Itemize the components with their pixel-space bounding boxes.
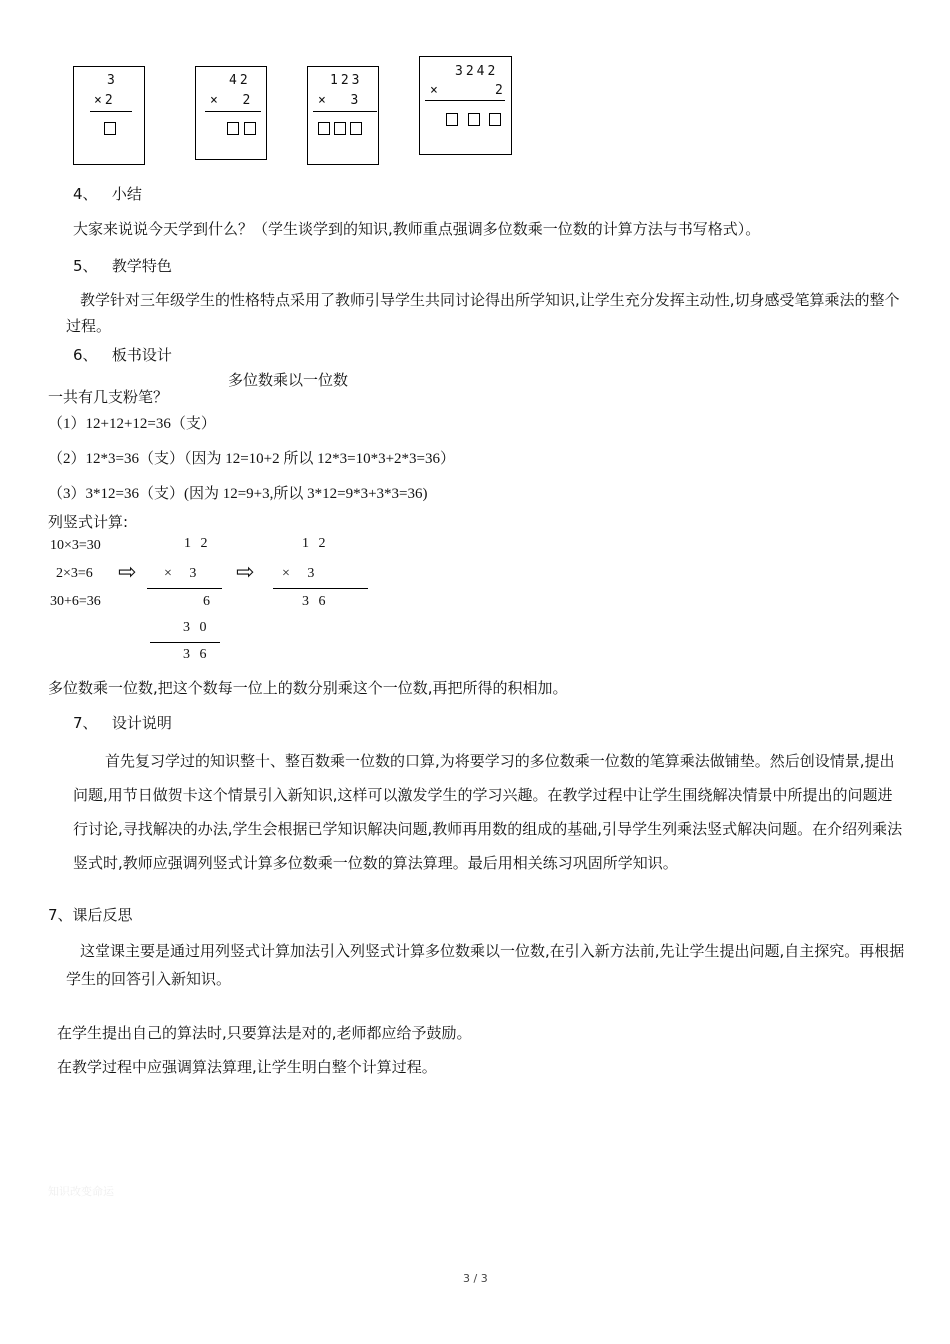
calc-a-rule-2 [150, 642, 220, 643]
box-4-multiplicand: 3242 [455, 64, 499, 79]
calc-b-multiplicand: 1 2 [302, 536, 326, 551]
box-4-rule [425, 100, 505, 101]
section-4-heading: 4、 小结 [73, 185, 142, 203]
answer-square [318, 122, 330, 135]
box-4-multiplier: × 2 [430, 83, 506, 98]
section-7-body: 首先复习学过的知识整十、整百数乘一位数的口算,为将要学习的多位数乘一位数的笔算乘法做铺垫。然后创设情景,提出问题,用节日做贺卡这个情景引入新知识,这样可以激发学生的学习兴趣。在教学过程中让学生围绕解决情景中所提出的问题进行讨论,寻找解决的办法,学生会根据已学知识解决问题,教师再用数的组成的基础,引导学生列乘法竖式解决问题。在介绍列乘法竖式时,教师应强调列竖式计算多位数乘一位数的算法算理。最后用相关练习巩固所学知识。 [73, 752, 903, 872]
section-7-heading: 7、 设计说明 [73, 714, 172, 732]
box-3-rule [313, 111, 377, 112]
reflection-body-1: 这堂课主要是通过用列竖式计算加法引入列竖式计算多位数乘以一位数,在引入新方法前,先让学生提出问题,自主探究。再根据学生的回答引入新知识。 [66, 942, 905, 988]
box-1-multiplier: ×2 [94, 93, 116, 108]
calc-a-partial-2: 3 0 [183, 620, 207, 635]
answer-square [350, 122, 362, 135]
vertical-calc-label: 列竖式计算: [48, 513, 129, 531]
box-1-rule [90, 111, 132, 112]
box-2-rule [205, 111, 261, 112]
calc-a-rule [147, 588, 222, 589]
section-4-body: 大家来说说今天学到什么？（学生谈学到的知识,教师重点强调多位数乘一位数的计算方法与书写格式）。 [73, 220, 761, 238]
reflection-heading: 7、课后反思 [48, 906, 133, 924]
answer-square [468, 113, 480, 126]
answer-square [446, 113, 458, 126]
answer-square [104, 122, 116, 135]
arrow-right-icon: ⇨ [236, 560, 255, 585]
oral-step-3: 30+6=36 [50, 594, 101, 609]
calc-a-multiplier: × 3 [164, 566, 197, 581]
calc-a-multiplicand: 1 2 [184, 536, 208, 551]
calc-b-rule [273, 588, 368, 589]
board-conclusion: 多位数乘一位数,把这个数每一位上的数分别乘这个一位数,再把所得的积相加。 [48, 679, 568, 697]
method-1: （1）12+12+12=36（支） [48, 416, 216, 432]
box-1-multiplicand: 3 [107, 73, 118, 88]
reflection-body-2: 在学生提出自己的算法时,只要算法是对的,老师都应给予鼓励。 [57, 1024, 472, 1042]
box-3-multiplier: × 3 [318, 93, 362, 108]
answer-square [244, 122, 256, 135]
board-title: 多位数乘以一位数 [228, 371, 349, 389]
calc-a-partial-1: 6 [203, 594, 210, 609]
answer-square [489, 113, 501, 126]
oral-step-1: 10×3=30 [50, 538, 101, 553]
answer-square [334, 122, 346, 135]
calc-b-multiplier: × 3 [282, 566, 315, 581]
arrow-right-icon: ⇨ [118, 560, 137, 585]
watermark-text: 知识改变命运 [48, 1185, 114, 1198]
method-2: （2）12*3=36（支）（因为 12=10+2 所以 12*3=10*3+2*3=36） [48, 451, 456, 467]
box-2-multiplicand: 42 [229, 73, 251, 88]
answer-square [227, 122, 239, 135]
method-3: （3）3*12=36（支）(因为 12=9+3,所以 3*12=9*3+3*3=36) [48, 486, 428, 502]
board-question: 一共有几支粉笔？ [48, 388, 169, 406]
calc-a-sum: 3 6 [183, 647, 207, 662]
box-3-multiplicand: 123 [330, 73, 363, 88]
reflection-body-3: 在教学过程中应强调算法算理,让学生明白整个计算过程。 [57, 1058, 437, 1076]
section-5-body: 教学针对三年级学生的性格特点采用了教师引导学生共同讨论得出所学知识,让学生充分发挥主动性,切身感受笔算乘法的整个过程。 [66, 291, 900, 335]
box-2-multiplier: × 2 [210, 93, 254, 108]
section-5-heading: 5、 教学特色 [73, 257, 172, 275]
oral-step-2: 2×3=6 [56, 566, 93, 581]
calc-b-sum: 3 6 [302, 594, 326, 609]
page-number: 3 / 3 [463, 1272, 488, 1285]
section-6-heading: 6、 板书设计 [73, 346, 172, 364]
